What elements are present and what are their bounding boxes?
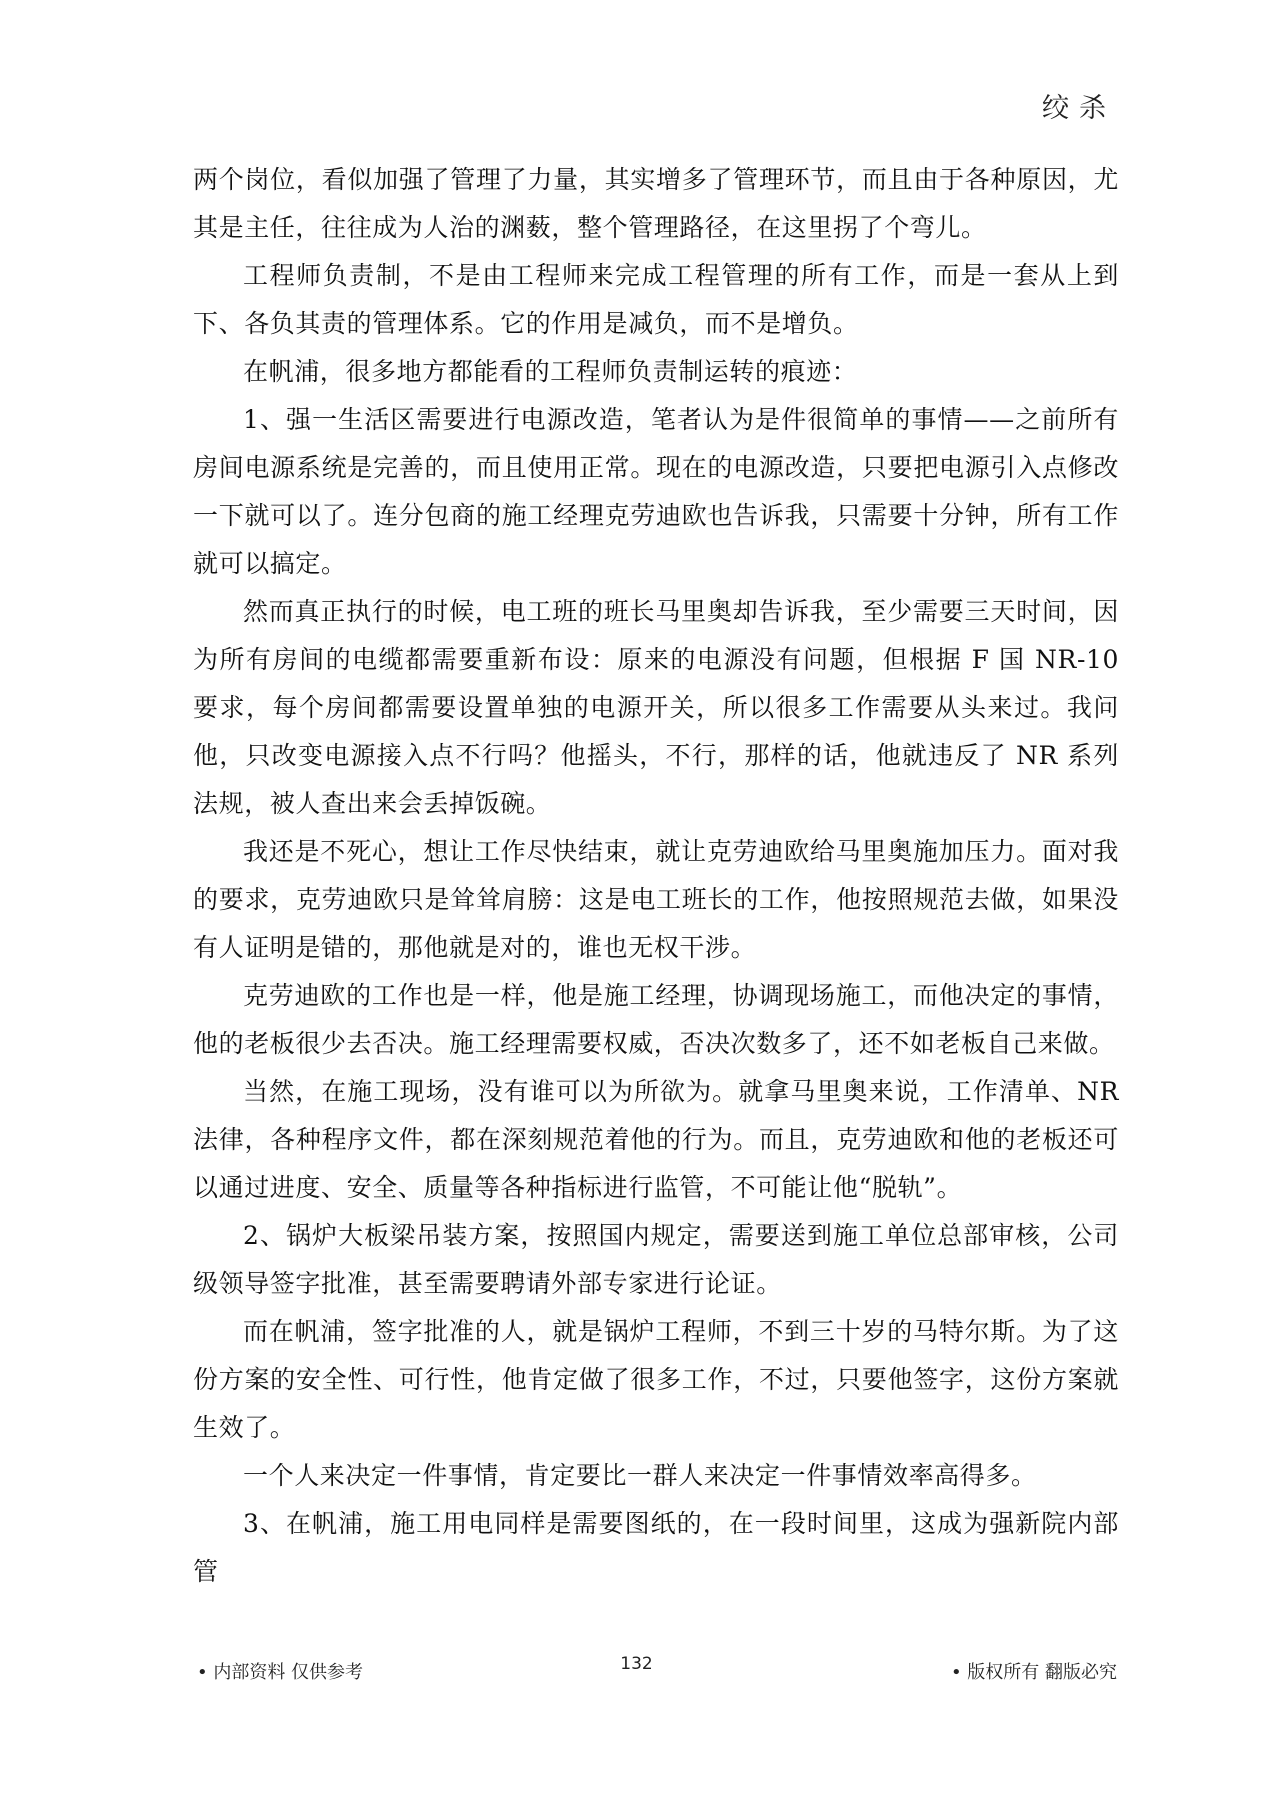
paragraph: 克劳迪欧的工作也是一样，他是施工经理，协调现场施工，而他决定的事情，他的老板很少去否决。施工经理需要权威，否决次数多了，还不如老板自己来做。	[193, 981, 1119, 1058]
page-body	[193, 156, 1119, 1596]
paragraph: 我还是不死心，想让工作尽快结束，就让克劳迪欧给马里奥施加压力。面对我的要求，克劳迪欧只是耸耸肩膀：这是电工班长的工作，他按照规范去做，如果没有人证明是错的，那他就是对的，谁也无权干涉。	[193, 837, 1119, 962]
paragraph: 当然，在施工现场，没有谁可以为所欲为。就拿马里奥来说，工作清单、NR 法律，各种程序文件，都在深刻规范着他的行为。而且，克劳迪欧和他的老板还可以通过进度、安全、质量等各种指标进行监管，不可能让他“脱轨”。	[193, 1077, 1119, 1202]
paragraph: 一个人来决定一件事情，肯定要比一群人来决定一件事情效率高得多。	[243, 1461, 1037, 1490]
footer-left-note: • 内部资料 仅供参考	[197, 1662, 364, 1683]
page-number: 132	[620, 1654, 653, 1674]
paragraph: 1、强一生活区需要进行电源改造，笔者认为是件很简单的事情——之前所有房间电源系统是完善的，而且使用正常。现在的电源改造，只要把电源引入点修改一下就可以了。连分包商的施工经理克劳迪欧也告诉我，只需要十分钟，所有工作就可以搞定。	[193, 405, 1119, 578]
paragraph: 2、锅炉大板梁吊装方案，按照国内规定，需要送到施工单位总部审核，公司级领导签字批准，甚至需要聘请外部专家进行论证。	[193, 1221, 1119, 1298]
paragraph: 3、在帆浦，施工用电同样是需要图纸的，在一段时间里，这成为强新院内部管	[193, 1509, 1119, 1586]
paragraph: 然而真正执行的时候，电工班的班长马里奥却告诉我，至少需要三天时间，因为所有房间的电缆都需要重新布设：原来的电源没有问题，但根据 F 国 NR-10 要求，每个房间都需要设置单独的电源开关，所以很多工作需要从头来过。我问他，只改变电源接入点不行吗？他摇头，不行，那样的话，他就违反了 NR 系列法规，被人查出来会丢掉饭碗。	[193, 597, 1119, 818]
paragraph: 而在帆浦，签字批准的人，就是锅炉工程师，不到三十岁的马特尔斯。为了这份方案的安全性、可行性，他肯定做了很多工作，不过，只要他签字，这份方案就生效了。	[193, 1317, 1119, 1442]
running-header-title: 绞杀	[1042, 93, 1116, 124]
paragraph: 工程师负责制，不是由工程师来完成工程管理的所有工作，而是一套从上到下、各负其责的管理体系。它的作用是减负，而不是增负。	[193, 261, 1119, 338]
paragraph: 在帆浦，很多地方都能看的工程师负责制运转的痕迹：	[243, 357, 858, 386]
paragraph: 两个岗位，看似加强了管理了力量，其实增多了管理环节，而且由于各种原因，尤其是主任，往往成为人治的渊薮，整个管理路径，在这里拐了个弯儿。	[193, 165, 1119, 242]
footer-right-note: • 版权所有 翻版必究	[950, 1662, 1117, 1683]
